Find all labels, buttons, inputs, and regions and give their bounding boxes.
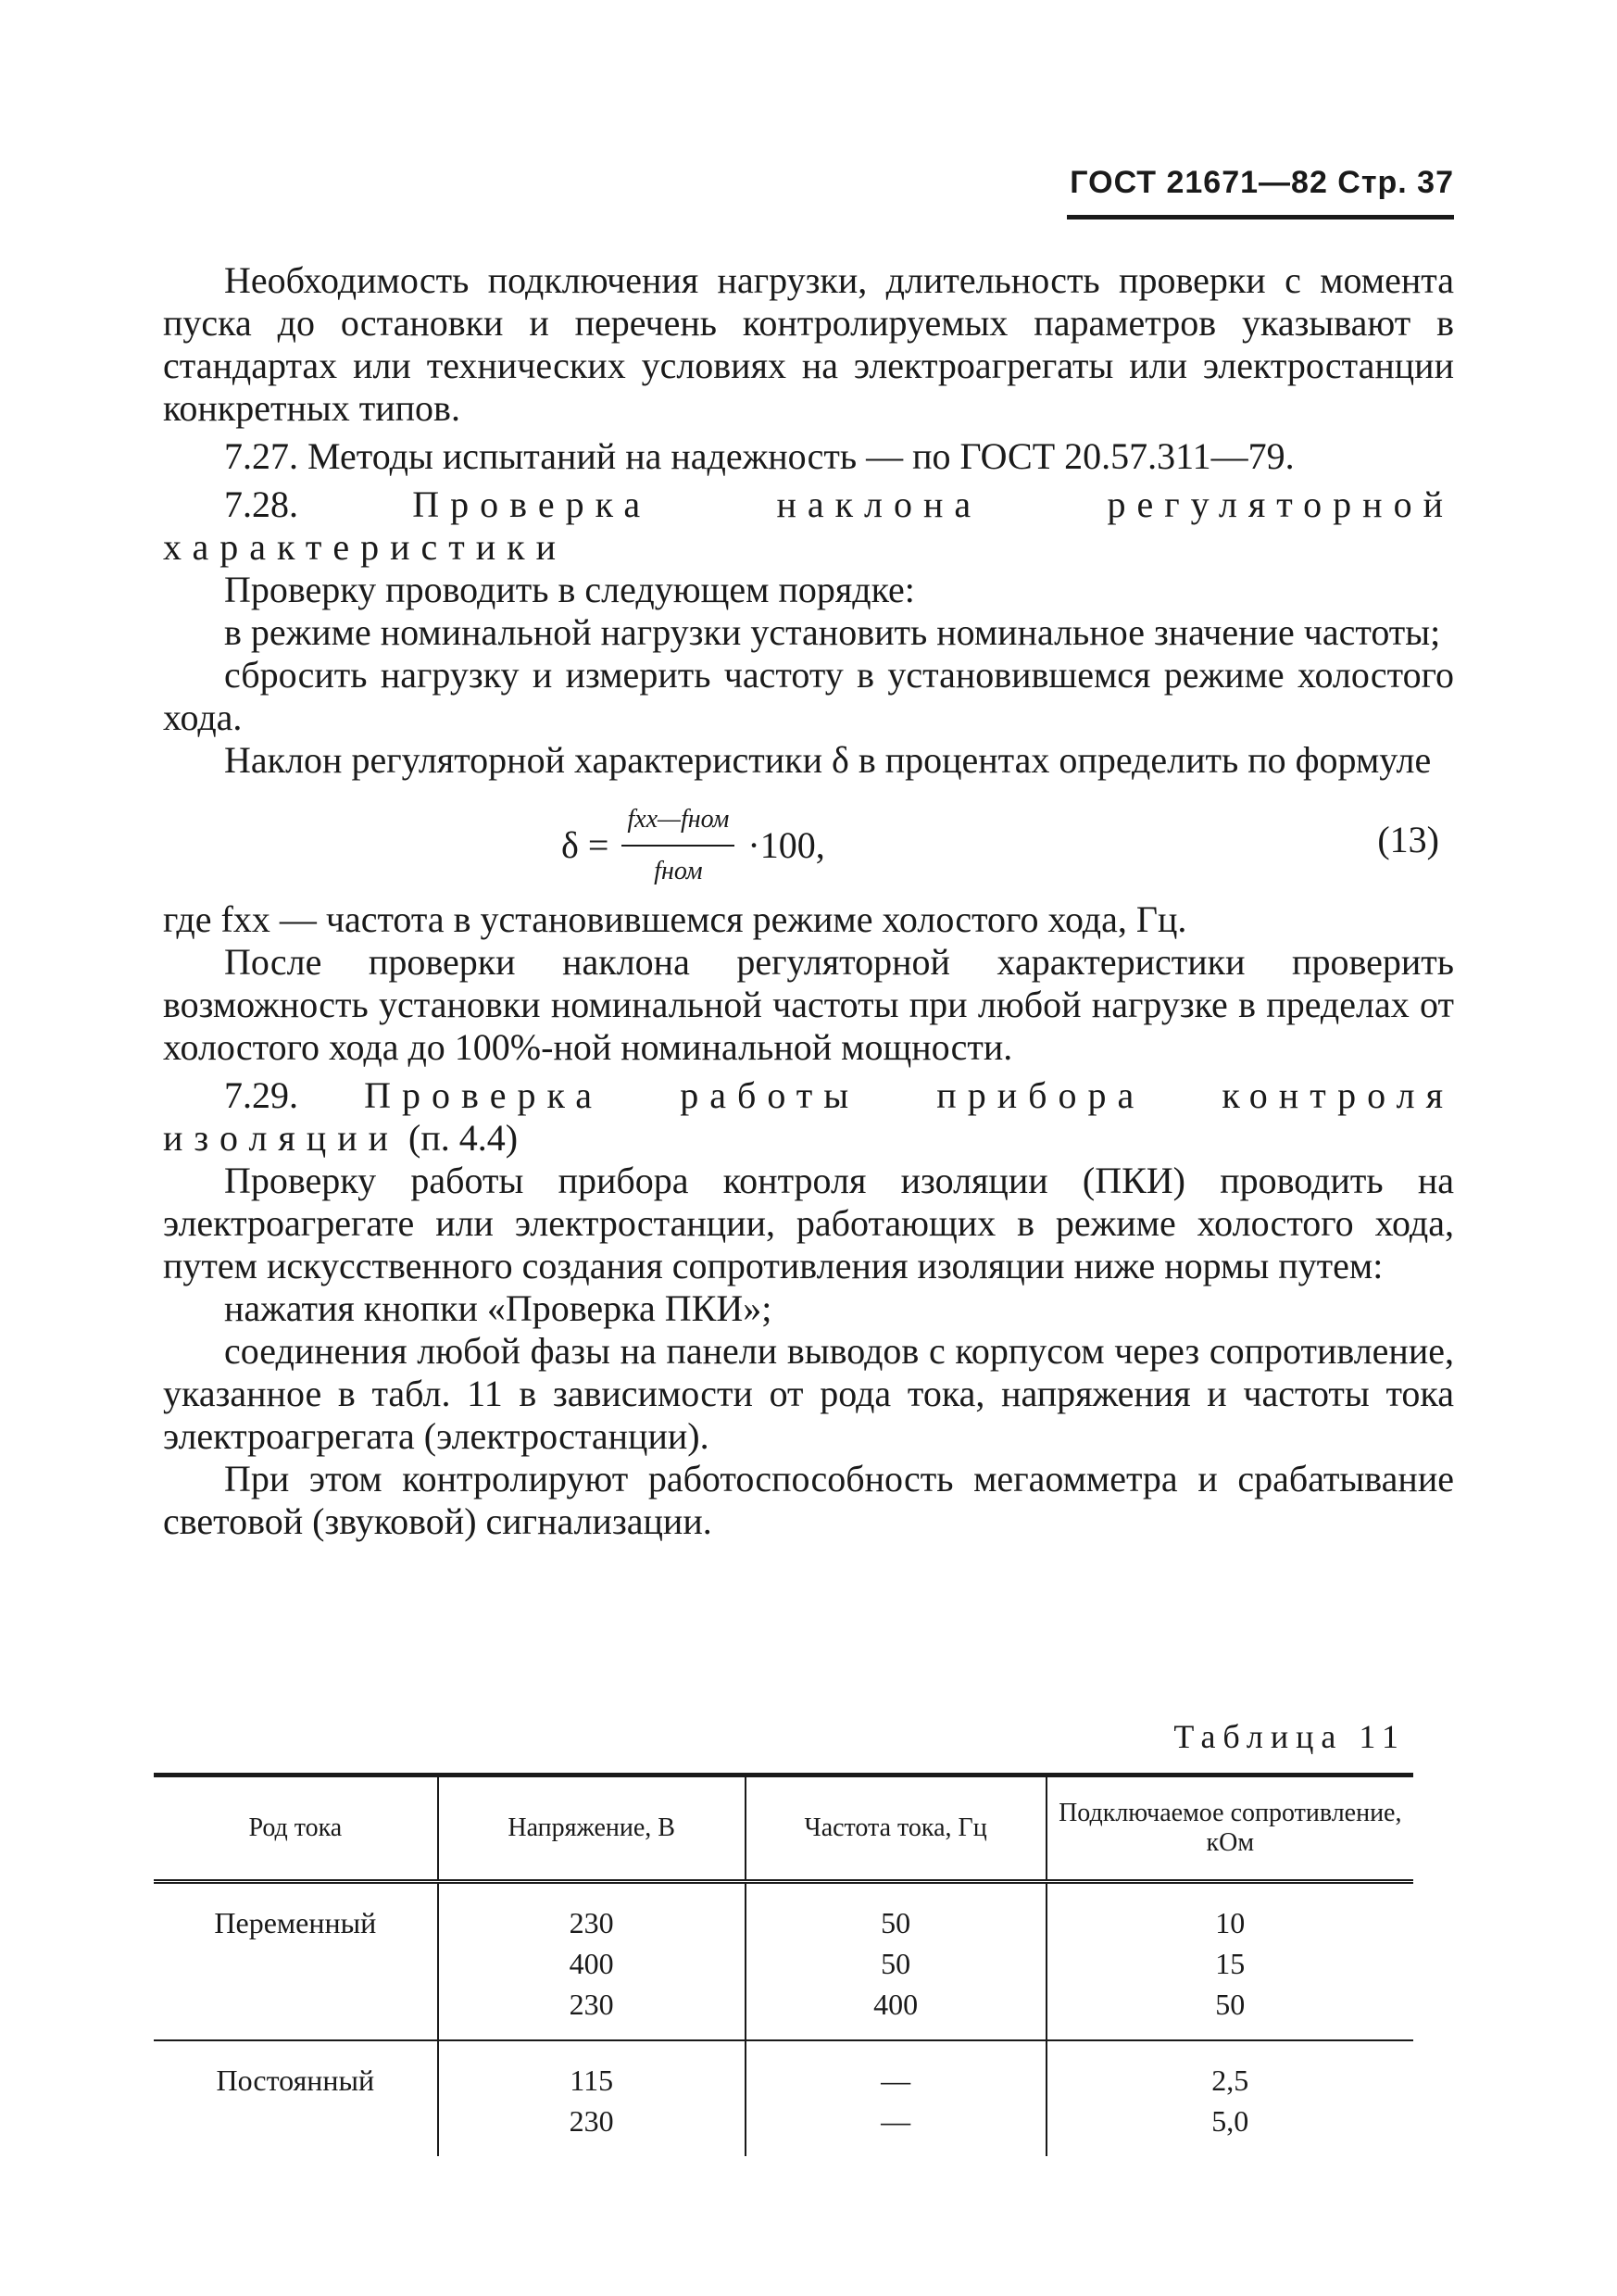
clause-title: Проверка наклона регуляторной характеристики [163, 483, 1454, 568]
value: 230 [569, 1906, 614, 1939]
value: 2,5 [1211, 2064, 1249, 2097]
paragraph-pki-check: Проверку работы прибора контроля изоляции (ПКИ) проводить на электроагрегате или электростанции, работающих в режиме холостого хода, путем искусственного создания сопротивления изоляции ниже нормы путем: [163, 1160, 1454, 1286]
paragraph-pki-connect: соединения любой фазы на панели выводов с корпусом через сопротивление, указанное в табл. 11 в зависимости от рода тока, напряжения и частоты тока электроагрегата (электростанции). [163, 1330, 1454, 1457]
table-row [154, 1882, 1413, 2041]
paragraph-pki-control: При этом контролируют работоспособность мегаомметра и срабатывание световой (звуковой) сигнализации. [163, 1458, 1454, 1542]
value: 50 [881, 1947, 911, 1980]
body-text [163, 259, 1454, 1543]
value: 115 [570, 2064, 614, 2097]
paragraph-order: Проверку проводить в следующем порядке: [224, 569, 915, 610]
value: 400 [873, 1988, 919, 2021]
value: 230 [569, 2104, 614, 2138]
value: — [881, 2104, 911, 2138]
formula-expression [561, 798, 825, 893]
cell-frequency [746, 2040, 1047, 2156]
cell-voltage [438, 2040, 746, 2156]
paragraph-formula-intro: Наклон регуляторной характеристики δ в процентах определить по формуле [224, 739, 1432, 781]
value: 230 [569, 1988, 614, 2021]
clause-number: 7.28. [224, 483, 298, 525]
value: — [881, 2064, 911, 2097]
table-11 [154, 1773, 1413, 2156]
cell-resistance [1047, 1882, 1413, 2041]
paragraph-after-check: После проверки наклона регуляторной характеристики проверить возможность установки номинальной частоты при любой нагрузке в пределах от холостого хода до 100%-ной номинальной мощности. [163, 941, 1454, 1068]
paragraph-pki-button: нажатия кнопки «Проверка ПКИ»; [224, 1287, 772, 1329]
formula-rhs: ·100, [747, 824, 825, 866]
formula-denominator: fном [654, 857, 703, 885]
paragraph-where: где fxx — частота в установившемся режиме холостого хода, Гц. [163, 898, 1187, 940]
paragraph-7-29-heading [163, 1074, 1454, 1160]
value: 10 [1215, 1906, 1246, 1939]
header-rule [1067, 215, 1454, 220]
clause-number: 7.29. [224, 1074, 298, 1116]
value: 400 [569, 1947, 614, 1980]
clause-reference: (п. 4.4) [408, 1117, 519, 1159]
column-header-resistance: Подключаемое сопротивление, кОм [1047, 1775, 1413, 1882]
formula-13 [163, 789, 1454, 893]
value: 5,0 [1211, 2104, 1249, 2138]
value: 15 [1215, 1947, 1246, 1980]
column-header-voltage: Напряжение, В [438, 1775, 746, 1882]
equation-number: (13) [1377, 819, 1439, 860]
column-header-frequency: Частота тока, Гц [746, 1775, 1047, 1882]
column-header-kind: Род тока [154, 1775, 438, 1882]
clause-title: Проверка работы прибора контроля изоляции [163, 1074, 1454, 1159]
cell-resistance [1047, 2040, 1413, 2156]
formula-numerator: fxx—fном [621, 798, 734, 847]
running-header: ГОСТ 21671—82 Стр. 37 [1070, 165, 1454, 200]
table-header-row [154, 1775, 1413, 1882]
formula-lhs: δ = [561, 824, 609, 866]
table-caption: Таблица 11 [1173, 1718, 1406, 1755]
paragraph-7-27: 7.27. Методы испытаний на надежность — по ГОСТ 20.57.311—79. [224, 435, 1295, 477]
paragraph-step-1: в режиме номинальной нагрузки установить номинальное значение частоты; [224, 611, 1441, 653]
value: 50 [1215, 1988, 1246, 2021]
cell-kind: Постоянный [216, 2064, 375, 2097]
cell-kind: Переменный [154, 1882, 438, 2041]
cell-frequency [746, 1882, 1047, 2041]
paragraph-load-check: Необходимость подключения нагрузки, длительность проверки с момента пуска до остановки и перечень контролируемых параметров указывают в стандартах или технических условиях на электроагрегаты или электростанции конкретных типов. [163, 259, 1454, 429]
paragraph-7-28-heading [163, 483, 1454, 569]
table-row [154, 2040, 1413, 2156]
value: 50 [881, 1906, 911, 1939]
formula-fraction [621, 798, 734, 893]
cell-voltage [438, 1882, 746, 2041]
paragraph-step-2: сбросить нагрузку и измерить частоту в установившемся режиме холостого хода. [163, 654, 1454, 738]
